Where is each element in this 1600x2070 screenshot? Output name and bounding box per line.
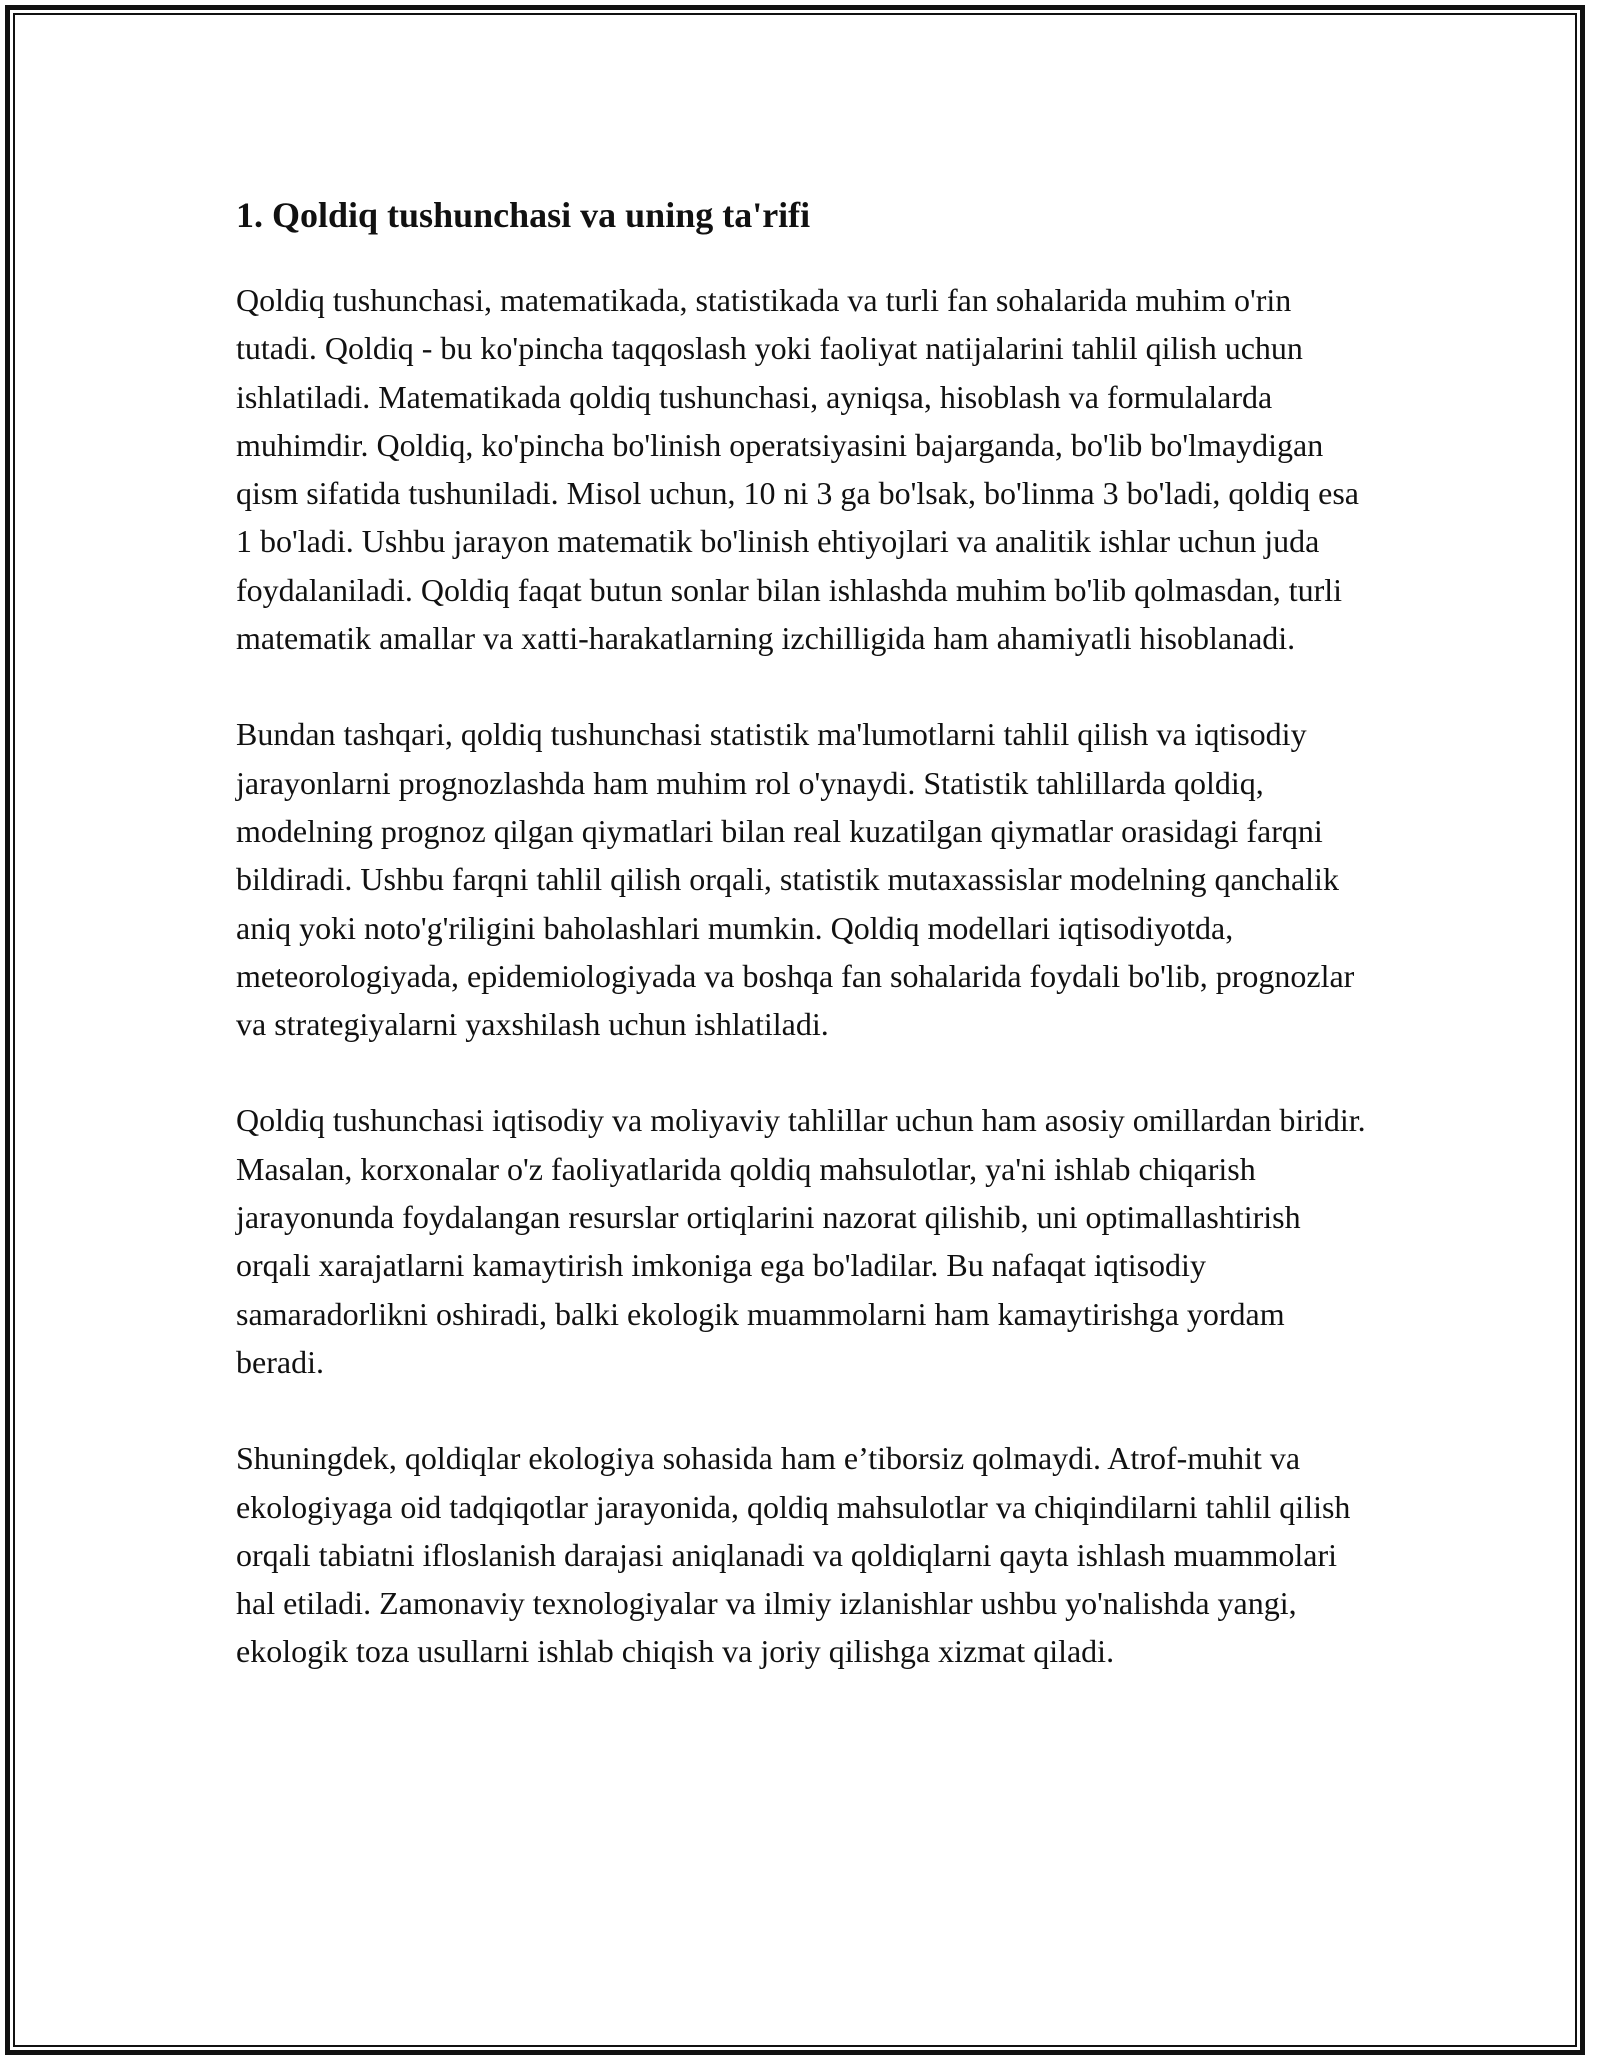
document-body xyxy=(236,186,1378,1724)
paragraph-2: Bundan tashqari, qoldiq tushunchasi statistik ma'lumotlarni tahlil qilish va iqtisodiy jarayonlarni prognozlashda ham muhim rol o'ynaydi. Statistik tahlillarda qoldiq, modelning prognoz qilgan qiymatlari bilan real kuzatilgan qiymatlar orasidagi farqni bildiradi. Ushbu farqni tahlil qilish orqali, statistik mutaxassislar modelning qanchalik aniq yoki noto'g'riligini baholashlari mumkin. Qoldiq modellari iqtisodiyotda, meteorologiyada, epidemiologiyada va boshqa fan sohalarida foydali bo'lib, prognozlar va strategiyalarni yaxshilash uchun ishlatiladi. xyxy=(236,716,1355,1043)
paragraph-4: Shuningdek, qoldiqlar ekologiya sohasida ham e’tiborsiz qolmaydi. Atrof-muhit va ekologiyaga oid tadqiqotlar jarayonida, qoldiq mahsulotlar va chiqindilarni tahlil qilish orqali tabiatni ifloslanish darajasi aniqlanadi va qoldiqlarni qayta ishlash muammolari hal etiladi. Zamonaviy texnologiyalar va ilmiy izlanishlar ushbu yo'nalishda yangi, ekologik toza usullarni ishlab chiqish va joriy qilishga xizmat qiladi. xyxy=(236,1440,1351,1670)
paragraph-3: Qoldiq tushunchasi iqtisodiy va moliyaviy tahlillar uchun ham asosiy omillardan biridir. Masalan, korxonalar o'z faoliyatlarida qoldiq mahsulotlar, ya'ni ishlab chiqarish jarayonunda foydalangan resurslar ortiqlarini nazorat qilishib, uni optimallashtirish orqali xarajatlarni kamaytirish imkoniga ega bo'ladilar. Bu nafaqat iqtisodiy samaradorlikni oshiradi, balki ekologik muammolarni ham kamaytirishga yordam beradi. xyxy=(236,1102,1366,1380)
page-title: 1. Qoldiq tushunchasi va uning ta'rifi xyxy=(236,195,811,235)
paragraph-1: Qoldiq tushunchasi, matematikada, statistikada va turli fan sohalarida muhim o'rin tutadi. Qoldiq - bu ko'pincha taqqoslash yoki faoliyat natijalarini tahlil qilish uchun ishlatiladi. Matematikada qoldiq tushunchasi, ayniqsa, hisoblash va formulalarda muhimdir. Qoldiq, ko'pincha bo'linish operatsiyasini bajarganda, bo'lib bo'lmaydigan qism sifatida tushuniladi. Misol uchun, 10 ni 3 ga bo'lsak, bo'linma 3 bo'ladi, qoldiq esa 1 bo'ladi. Ushbu jarayon matematik bo'linish ehtiyojlari va analitik ishlar uchun juda foydalaniladi. Qoldiq faqat butun sonlar bilan ishlashda muhim bo'lib qolmasdan, turli matematik amallar va xatti-harakatlarning izchilligida ham ahamiyatli hisoblanadi. xyxy=(236,282,1359,657)
